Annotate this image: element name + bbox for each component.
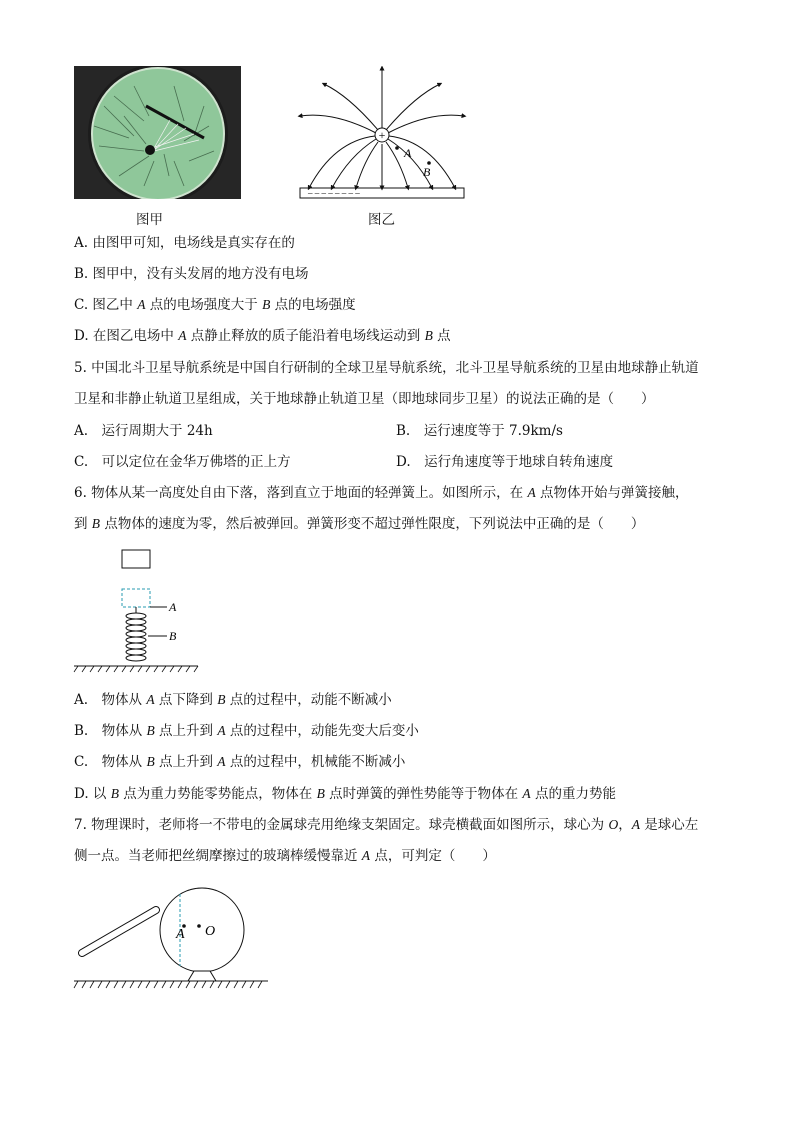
q5-option-a: A. 运行周期大于 24h xyxy=(74,423,213,439)
shell-point-A: A xyxy=(176,927,185,942)
q6-stem-line1: 6. 物体从某一高度处自由下落，落到直立于地面的轻弹簧上。如图所示，在 A 点物体开始与弹簧接触， xyxy=(74,485,689,501)
metal-shell-diagram xyxy=(72,880,272,992)
q6-option-b: B. 物体从 B 点上升到 A 点的过程中，动能先变大后变小 xyxy=(74,723,419,739)
falling-block xyxy=(122,550,150,568)
q4-option-b: B. 图甲中，没有头发屑的地方没有电场 xyxy=(74,266,309,282)
q4-option-a: A. 由图甲可知，电场线是真实存在的 xyxy=(74,235,295,251)
shell-center-O: O xyxy=(205,924,216,939)
q4-option-c: C. 图乙中 A 点的电场强度大于 B 点的电场强度 xyxy=(74,297,356,313)
q6-option-a: A. 物体从 A 点下降到 B 点的过程中，动能不断减小 xyxy=(74,692,392,708)
field-photo-drawing xyxy=(74,66,241,199)
q5-stem-line2: 卫星和非静止轨道卫星组成，关于地球静止轨道卫星（即地球同步卫星）的说法正确的是（ ） xyxy=(74,391,655,407)
plate-negative-charges: – – – – – – – – xyxy=(308,188,360,198)
fig-jia-caption: 图甲 xyxy=(136,212,163,228)
fig-yi-caption: 图乙 xyxy=(368,212,395,228)
q7-stem-line2: 侧一点。当老师把丝绸摩擦过的玻璃棒缓慢靠近 A 点，可判定（ ） xyxy=(74,848,496,864)
positive-charge-symbol: + xyxy=(378,128,386,142)
q6-option-d: D. 以 B 点为重力势能零势能点，物体在 B 点时弹簧的弹性势能等于物体在 A 点的重力势能 xyxy=(74,786,616,802)
q7-stem-line1: 7. 物理课时，老师将一不带电的金属球壳用绝缘支架固定。球壳横截面如图所示，球心为 O，A 是球心左 xyxy=(74,817,699,833)
q5-option-d: D. 运行角速度等于地球自转角速度 xyxy=(396,454,614,470)
point-A-dot xyxy=(395,146,399,150)
spring-label-B: B xyxy=(169,629,177,643)
metal-sphere-shell xyxy=(160,888,244,972)
field-lines-diagram xyxy=(294,66,474,206)
q6-option-c: C. 物体从 B 点上升到 A 点的过程中，机械能不断减小 xyxy=(74,754,406,770)
hair-fragments-field-photo xyxy=(74,66,241,199)
q5-option-b: B. 运行速度等于 7.9km/s xyxy=(396,423,563,439)
point-B-label: B xyxy=(423,165,431,179)
block-at-A-dashed xyxy=(122,589,150,607)
q5-option-c: C. 可以定位在金华万佛塔的正上方 xyxy=(74,454,291,470)
spring-diagram xyxy=(72,548,202,673)
glass-rod xyxy=(82,910,156,953)
q6-stem-line2: 到 B 点物体的速度为零，然后被弹回。弹簧形变不超过弹性限度，下列说法中正确的是（ ） xyxy=(74,516,645,532)
insulating-stand xyxy=(188,971,216,981)
point-A-label: A xyxy=(404,146,412,160)
q4-option-d: D. 在图乙电场中 A 点静止释放的质子能沿着电场线运动到 B 点 xyxy=(74,328,451,344)
q5-stem-line1: 5. 中国北斗卫星导航系统是中国自行研制的全球卫星导航系统，北斗卫星导航系统的卫星由地球静止轨道 xyxy=(74,360,699,376)
spring-label-A: A xyxy=(169,600,177,614)
